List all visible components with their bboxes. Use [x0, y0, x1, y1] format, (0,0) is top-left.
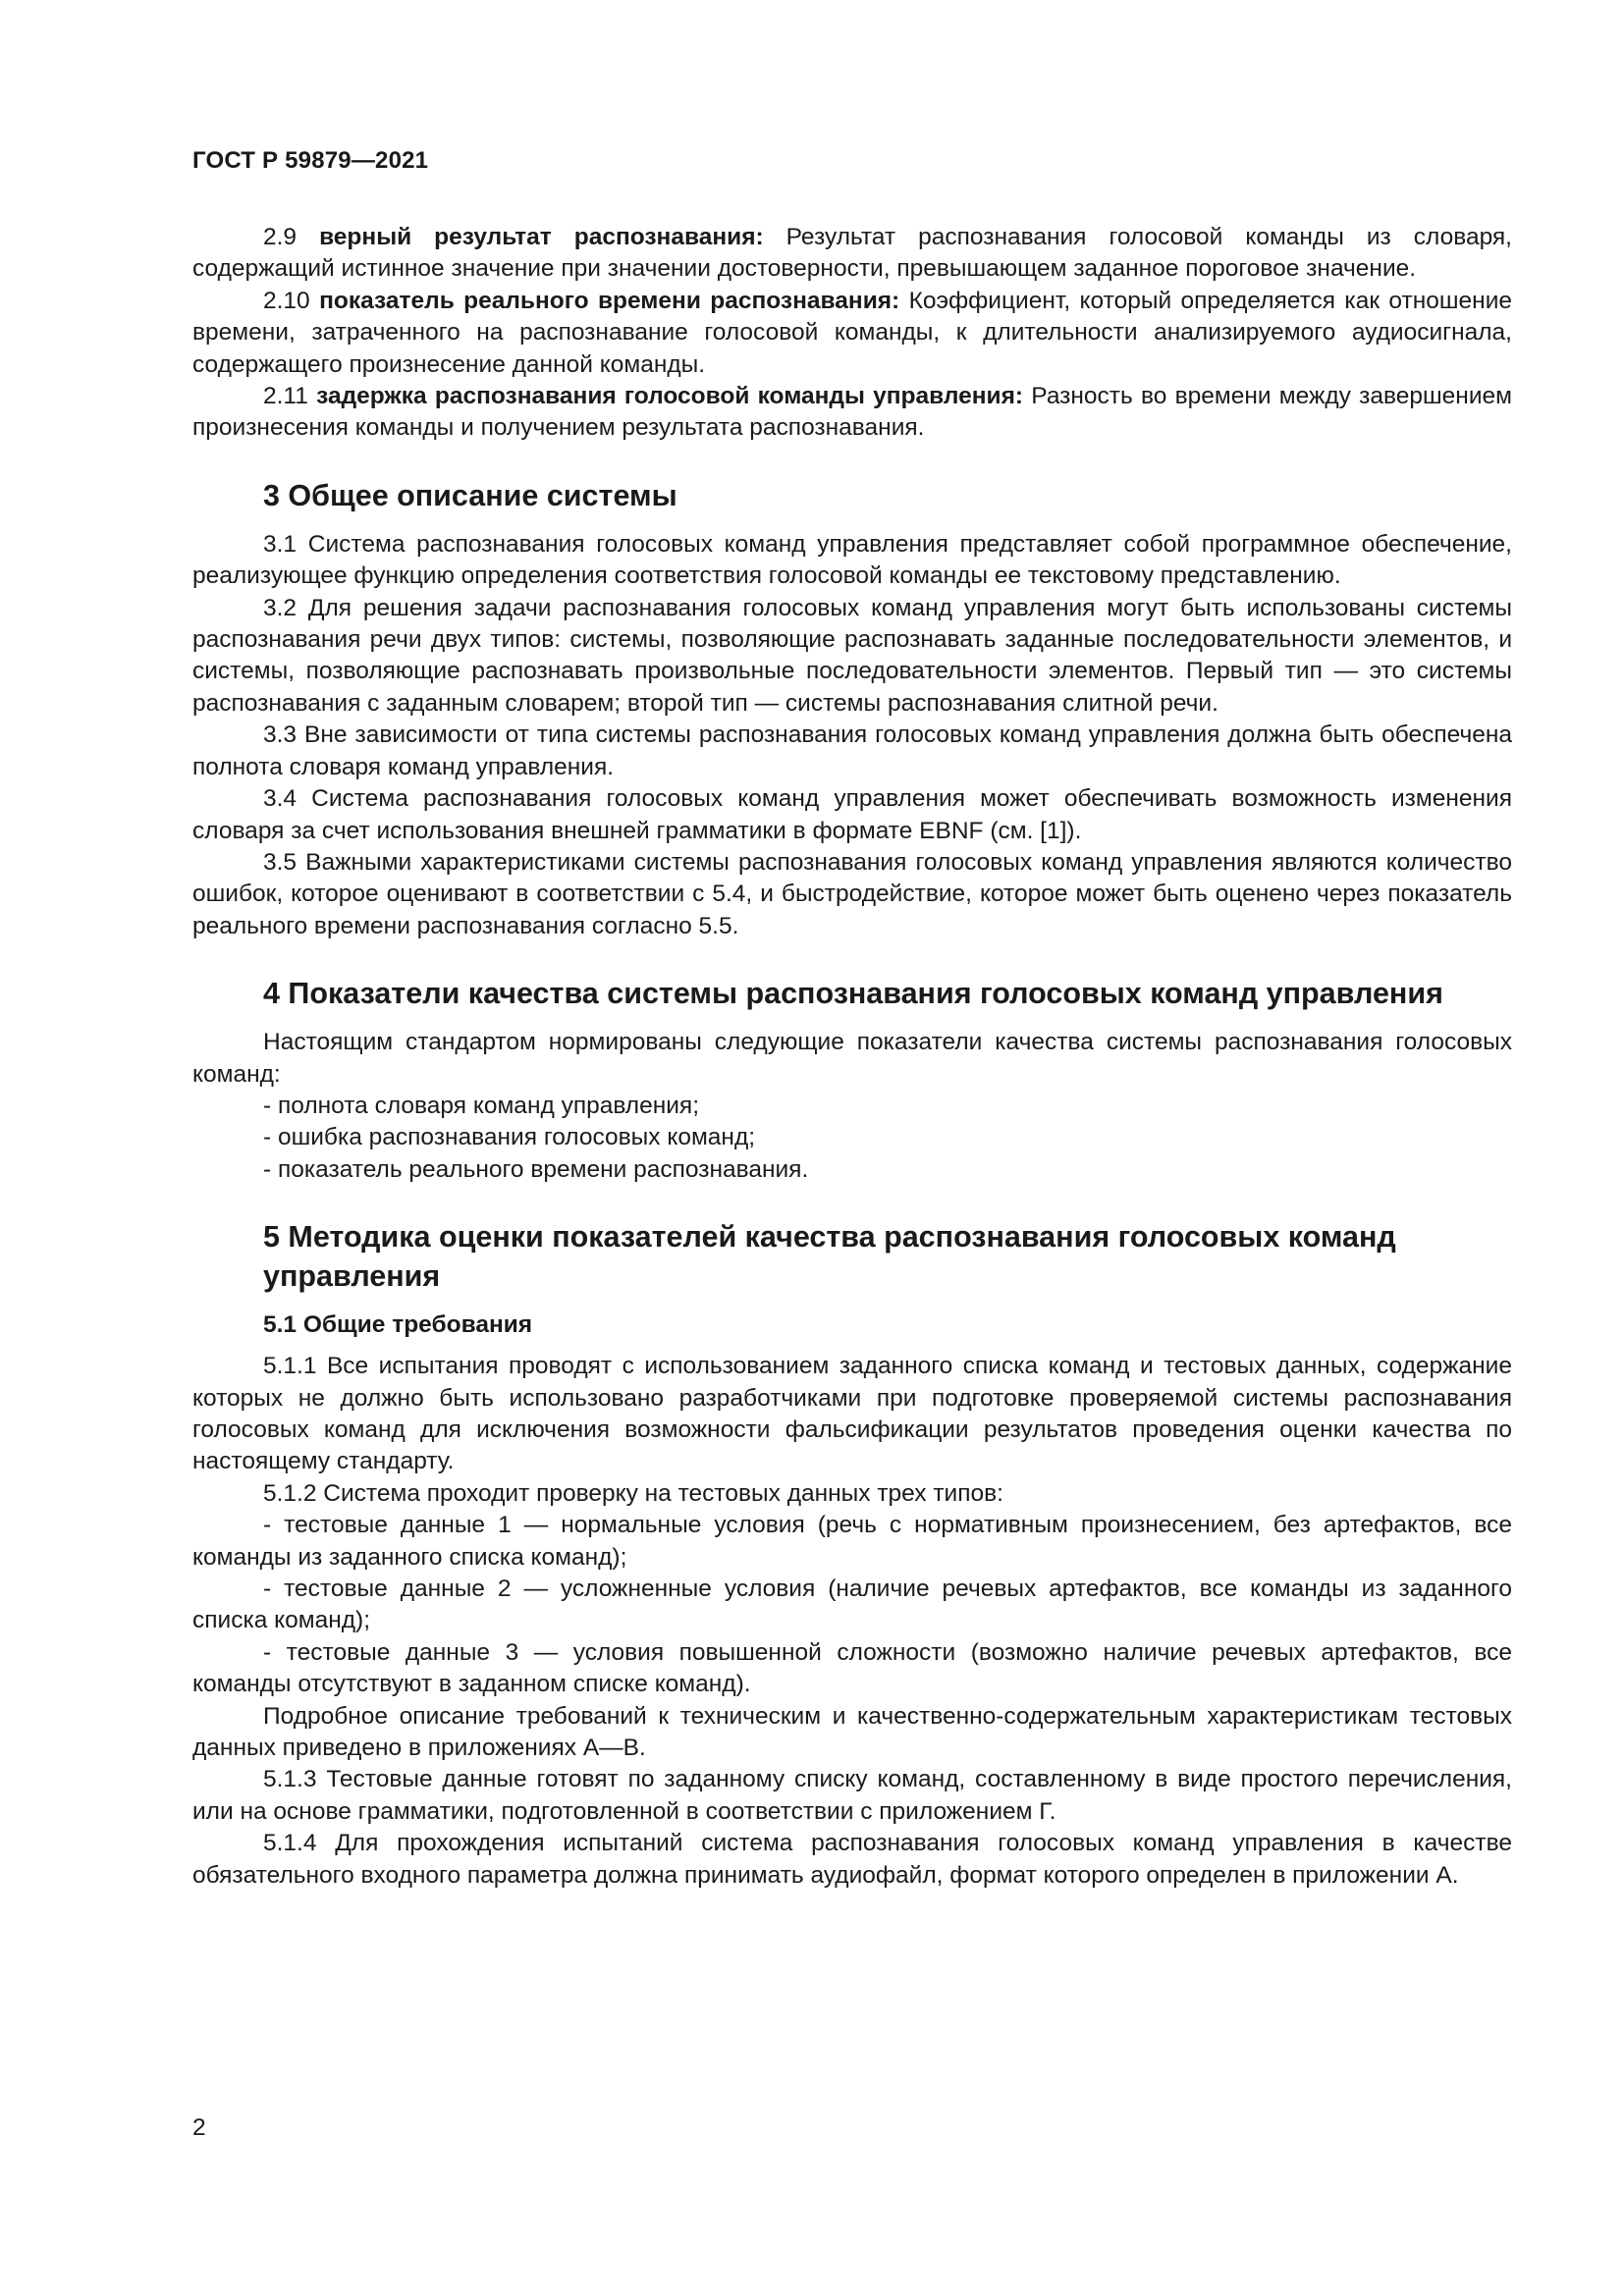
definition-term: показатель реального времени распознавания: — [319, 287, 900, 314]
paragraph-3-3: 3.3 Вне зависимости от типа системы распознавания голосовых команд управления должна быть обеспечена полнота словаря команд управления. — [192, 721, 1512, 780]
paragraph-5-1-2: 5.1.2 Система проходит проверку на тестовых данных трех типов: — [263, 1479, 1003, 1507]
list-item: - ошибка распознавания голосовых команд; — [263, 1124, 756, 1151]
section-5-title: 5 Методика оценки показателей качества распознавания голосовых команд управления — [263, 1220, 1396, 1294]
document-id: ГОСТ Р 59879—2021 — [192, 147, 429, 174]
definition-number: 2.10 — [263, 287, 310, 314]
paragraph-5-1-4: 5.1.4 Для прохождения испытаний система распознавания голосовых команд управления в качестве обязательного входного параметра должна принимать аудиофайл, формат которого определен в приложении А. — [192, 1830, 1512, 1889]
document-body — [192, 222, 1512, 1892]
subsection-5-1-title: 5.1 Общие требования — [263, 1311, 533, 1339]
definition-text: Разность во времени между завершением произнесения команды и получением результата распознавания. — [192, 383, 1512, 442]
definition-2-10 — [192, 286, 1512, 381]
definition-2-11 — [192, 381, 1512, 445]
definition-term: верный результат распознавания: — [319, 224, 764, 250]
definition-number: 2.11 — [263, 383, 308, 410]
section-4-intro: Настоящим стандартом нормированы следующие показатели качества системы распознавания голосовых команд: — [192, 1029, 1512, 1088]
paragraph-3-4: 3.4 Система распознавания голосовых команд управления может обеспечивать возможность изменения словаря за счет использования внешней грамматики в формате EBNF (см. [1]). — [192, 785, 1512, 844]
paragraph-5-1-3: 5.1.3 Тестовые данные готовят по заданному списку команд, составленному в виде простого перечисления, или на основе грамматики, подготовленной в соответствии с приложением Г. — [192, 1766, 1512, 1825]
section-4-title: 4 Показатели качества системы распознавания голосовых команд управления — [263, 977, 1443, 1011]
definition-term: задержка распознавания голосовой команды управления: — [316, 383, 1024, 410]
definition-text: Коэффициент, который определяется как отношение времени, затраченного на распознавание голосовой команды, к длительности анализируемого аудиосигнала, содержащего произнесение данной команды. — [192, 287, 1512, 378]
paragraph-3-1: 3.1 Система распознавания голосовых команд управления представляет собой программное обеспечение, реализующее функцию определения соответствия голосовой команды ее текстовому представлению. — [192, 530, 1512, 590]
test-data-3: - тестовые данные 3 — условия повышенной сложности (возможно наличие речевых артефактов, все команды отсутствуют в заданном списке команд). — [192, 1638, 1512, 1698]
test-data-2: - тестовые данные 2 — усложненные условия (наличие речевых артефактов, все команды из заданного списка команд); — [192, 1575, 1512, 1634]
definition-number: 2.9 — [263, 224, 298, 250]
section-3-title: 3 Общее описание системы — [263, 478, 677, 512]
test-data-1: - тестовые данные 1 — нормальные условия (речь с нормативным произнесением, без артефактов, все команды из заданного списка команд); — [192, 1512, 1512, 1571]
paragraph-3-5: 3.5 Важными характеристиками системы распознавания голосовых команд управления являются количество ошибок, которое оценивают в соответствии с 5.4, и быстродействие, которое может быть оценено через показатель реального времени распознавания согласно 5.5. — [192, 848, 1512, 939]
paragraph-5-1-1: 5.1.1 Все испытания проводят с использованием заданного списка команд и тестовых данных, содержание которых не должно быть использовано разработчиками при подготовке проверяемой системы распознавания голосовых команд для исключения возможности фальсификации результатов проведения оценки качества по настоящему стандарту. — [192, 1353, 1512, 1475]
page-number: 2 — [192, 2114, 206, 2141]
list-item: - показатель реального времени распознавания. — [263, 1155, 809, 1183]
list-item: - полнота словаря команд управления; — [263, 1092, 700, 1119]
paragraph-test-data-description: Подробное описание требований к техническим и качественно-содержательным характеристикам тестовых данных приведено в приложениях А—В. — [192, 1702, 1512, 1762]
paragraph-3-2: 3.2 Для решения задачи распознавания голосовых команд управления могут быть использованы системы распознавания речи двух типов: системы, позволяющие распознавать заданные последовательности элементов, и системы, позволяющие распознавать произвольные последовательности элементов. Первый тип — это системы распознавания с заданным словарем; второй тип — системы распознавания слитной речи. — [192, 594, 1512, 717]
definition-text: Результат распознавания голосовой команды из словаря, содержащий истинное значение при значении достоверности, превышающем заданное пороговое значение. — [192, 224, 1512, 283]
definition-2-9 — [192, 222, 1512, 286]
